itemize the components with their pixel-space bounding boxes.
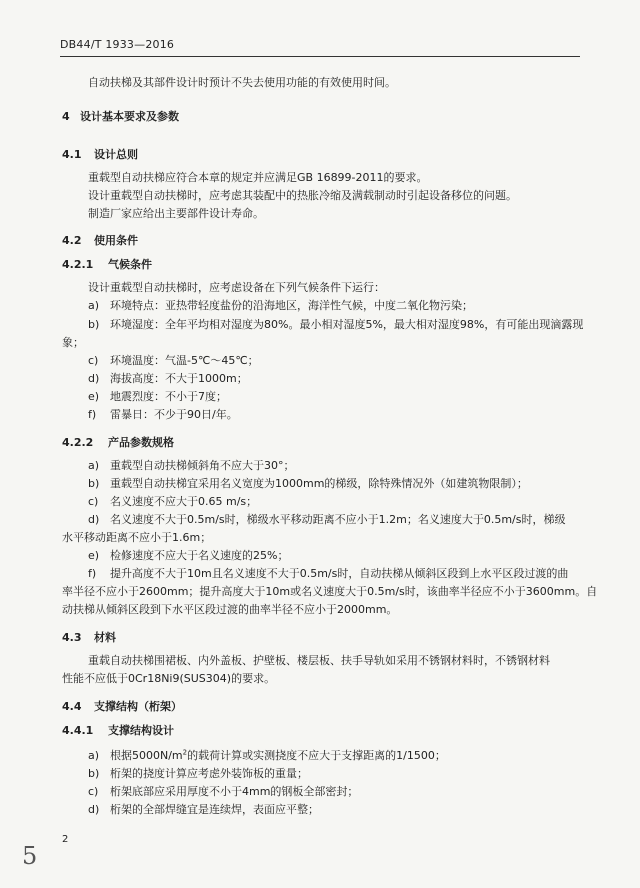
section-number: 4.2.1	[62, 258, 94, 271]
section-number: 4.1	[62, 148, 82, 161]
paragraph-line: 制造厂家应给出主要部件设计寿命。	[88, 207, 264, 220]
section-number: 4.4	[62, 700, 82, 713]
section-heading	[62, 110, 179, 124]
list-marker: d)	[88, 803, 100, 816]
section-number: 4	[62, 110, 70, 123]
list-item	[88, 408, 238, 422]
section-title: 材料	[94, 631, 116, 644]
section-title: 产品参数规格	[108, 436, 174, 449]
paragraph-line: 重载型自动扶梯应符合本章的规定并应满足GB 16899-2011的要求。	[88, 171, 428, 184]
list-item-text: 桁架底部应采用厚度不小于4mm的钢板全部密封；	[110, 785, 359, 798]
list-item-text: 重载型自动扶梯倾斜角不应大于30°；	[110, 459, 295, 472]
section-title: 支撑结构（桁架）	[94, 700, 182, 713]
list-marker: c)	[88, 785, 99, 798]
section-title: 使用条件	[94, 234, 138, 247]
list-marker: d)	[88, 513, 100, 526]
list-item	[88, 549, 288, 563]
section-heading	[62, 436, 174, 450]
list-item-text: 名义速度不应大于0.65 m/s；	[110, 495, 258, 508]
list-item-text: 海拔高度：不大于1000m；	[110, 372, 248, 385]
list-item	[88, 299, 473, 313]
list-item	[88, 767, 308, 781]
section-heading	[62, 148, 138, 162]
list-item-text-pre: 根据5000N/m	[110, 749, 183, 762]
corner-stamp: 5	[22, 842, 38, 870]
list-marker: f)	[88, 567, 97, 580]
list-item	[88, 567, 568, 581]
list-marker: e)	[88, 549, 100, 562]
list-marker: b)	[88, 767, 100, 780]
list-item-text: 桁架的挠度计算应考虑外装饰板的重量；	[110, 767, 308, 780]
section-title: 支撑结构设计	[108, 724, 174, 737]
section-number: 4.2.2	[62, 436, 94, 449]
paragraph-line: 重载自动扶梯围裙板、内外盖板、护壁板、楼层板、扶手导轨如采用不锈钢材料时，不锈钢材料	[88, 654, 550, 667]
list-item	[88, 318, 583, 332]
list-marker: d)	[88, 372, 100, 385]
list-item-text: 地震烈度：不小于7度；	[110, 390, 227, 403]
list-marker: b)	[88, 477, 100, 490]
header-rule	[60, 56, 580, 57]
paragraph-line: 象；	[62, 336, 84, 349]
list-item	[88, 513, 566, 527]
list-item	[88, 803, 319, 817]
list-item-text: 桁架的全部焊缝宜是连续焊，表面应平整；	[110, 803, 319, 816]
list-marker: a)	[88, 459, 100, 472]
list-item-text: 的载荷计算或实测挠度不应大于支撑距离的1/1500；	[187, 749, 446, 762]
paragraph-line: 自动扶梯及其部件设计时预计不失去使用功能的有效使用时间。	[88, 76, 396, 89]
list-item-text: 提升高度不大于10m且名义速度不大于0.5m/s时，自动扶梯从倾斜区段到上水平区段过渡的曲	[110, 567, 569, 580]
section-heading	[62, 234, 138, 248]
paragraph-line: 设计重载型自动扶梯时，应考虑其装配中的热胀冷缩及满载制动时引起设备移位的问题。	[88, 189, 517, 202]
page-number: 2	[62, 834, 69, 845]
paragraph-line: 动扶梯从倾斜区段到下水平区段过渡的曲率半径不应小于2000mm。	[62, 603, 398, 616]
paragraph-line: 设计重载型自动扶梯时，应考虑设备在下列气候条件下运行：	[88, 281, 385, 294]
list-item	[88, 390, 227, 404]
list-item-text: 环境温度：气温-5℃～45℃；	[110, 354, 259, 367]
paragraph-line: 性能不应低于0Cr18Ni9(SUS304)的要求。	[62, 672, 276, 685]
list-item-text: 环境特点：亚热带轻度盐份的沿海地区，海洋性气候，中度二氧化物污染；	[110, 299, 473, 312]
section-title: 设计总则	[94, 148, 138, 161]
section-title: 设计基本要求及参数	[80, 110, 179, 123]
list-item	[88, 354, 259, 368]
list-item-text: 环境湿度：全年平均相对湿度为80%。最小相对湿度5%，最大相对湿度98%，有可能出现滴露现	[110, 318, 584, 331]
section-heading	[62, 258, 152, 272]
paragraph-line: 率半径不应小于2600mm；提升高度大于10m或名义速度大于0.5m/s时，该曲率半径应不小于3600mm。自	[62, 585, 598, 598]
paragraph-line: 水平移动距离不应小于1.6m；	[62, 531, 212, 544]
list-item-text: 重载型自动扶梯宜采用名义宽度为1000mm的梯级，除特殊情况外（如建筑物限制）；	[110, 477, 528, 490]
superscript: 2	[182, 748, 188, 757]
list-marker: c)	[88, 354, 99, 367]
list-marker: b)	[88, 318, 100, 331]
section-heading	[62, 700, 182, 714]
section-number: 4.3	[62, 631, 82, 644]
list-item	[88, 372, 248, 386]
section-number: 4.2	[62, 234, 82, 247]
list-marker: c)	[88, 495, 99, 508]
section-heading	[62, 631, 116, 645]
list-item	[88, 785, 358, 799]
list-marker: e)	[88, 390, 100, 403]
list-marker: a)	[88, 299, 100, 312]
section-number: 4.4.1	[62, 724, 94, 737]
list-item	[88, 749, 446, 763]
standard-code: DB44/T 1933—2016	[60, 38, 175, 51]
list-item-text: 检修速度不应大于名义速度的25%；	[110, 549, 289, 562]
section-heading	[62, 724, 174, 738]
list-item	[88, 459, 295, 473]
list-marker: a)	[88, 749, 100, 762]
list-marker: f)	[88, 408, 97, 421]
list-item-text: 名义速度不大于0.5m/s时，梯级水平移动距离不应小于1.2m；名义速度大于0.5m/s时，梯级	[110, 513, 566, 526]
list-item	[88, 495, 257, 509]
section-title: 气候条件	[108, 258, 152, 271]
list-item	[88, 477, 528, 491]
list-item-text: 雷暴日：不少于90日/年。	[110, 408, 238, 421]
